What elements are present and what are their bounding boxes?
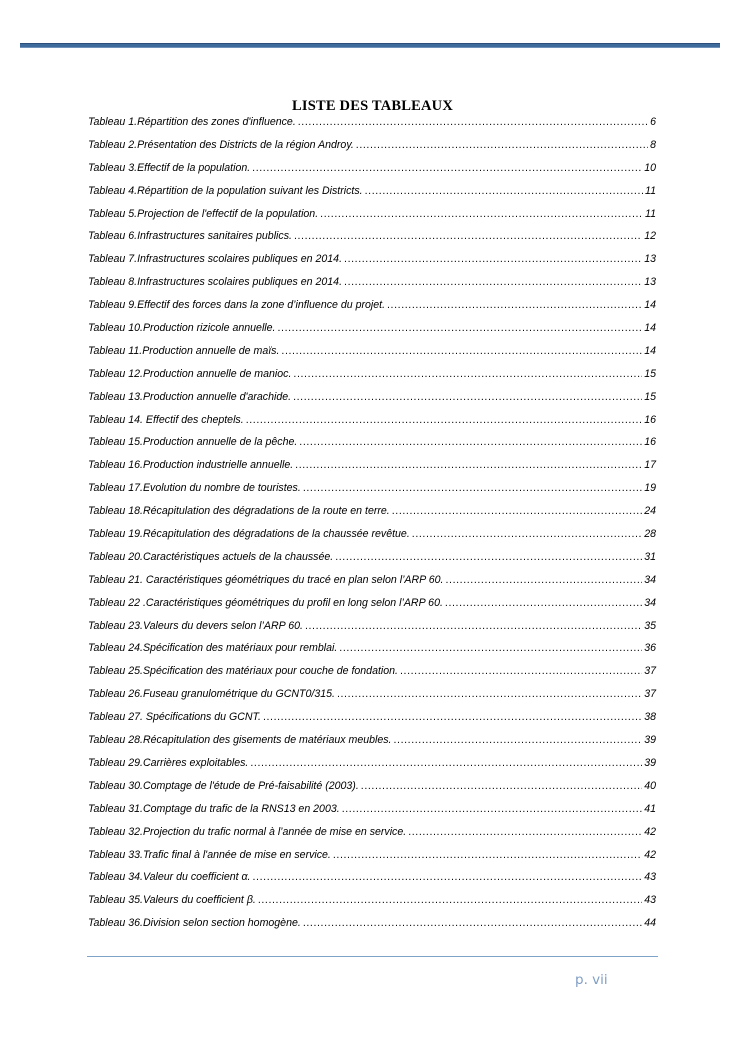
toc-entry-page: 37 — [644, 688, 656, 701]
toc-entry-page: 41 — [644, 802, 656, 815]
dot-leader — [320, 206, 643, 222]
toc-entry[interactable] — [88, 892, 656, 915]
toc-entry[interactable] — [88, 228, 656, 251]
dot-leader — [342, 801, 643, 817]
toc-entry-page: 14 — [644, 299, 656, 312]
dot-leader — [445, 595, 642, 611]
toc-entry-label: Tableau 4.Répartition de la population suivant les Districts. — [88, 184, 363, 197]
page-number: p. vii — [575, 972, 608, 988]
toc-entry-page: 14 — [644, 344, 656, 357]
dot-leader — [252, 160, 642, 176]
toc-entry-label: Tableau 23.Valeurs du devers selon l’ARP 60. — [88, 619, 303, 632]
toc-entry-page: 31 — [644, 550, 656, 563]
toc-entry-page: 14 — [644, 322, 656, 335]
toc-entry[interactable] — [88, 618, 656, 641]
toc-entry-label: Tableau 34.Valeur du coefficient α. — [88, 871, 251, 884]
toc-entry-label: Tableau 2.Présentation des Districts de la région Androy. — [88, 138, 354, 151]
dot-leader — [393, 732, 642, 748]
toc-entry-label: Tableau 25.Spécification des matériaux pour couche de fondation. — [88, 665, 398, 678]
toc-entry[interactable] — [88, 457, 656, 480]
dot-leader — [293, 389, 642, 405]
dot-leader — [295, 457, 642, 473]
dot-leader — [294, 228, 642, 244]
toc-entry-page: 28 — [644, 528, 656, 541]
toc-entry-page: 17 — [644, 459, 656, 472]
dot-leader — [339, 640, 642, 656]
dot-leader — [263, 709, 642, 725]
toc-entry-label: Tableau 15.Production annuelle de la pêche. — [88, 436, 298, 449]
toc-entry-page: 42 — [644, 848, 656, 861]
toc-entry-label: Tableau 12.Production annuelle de manioc. — [88, 367, 292, 380]
toc-entry[interactable] — [88, 412, 656, 435]
toc-entry[interactable] — [88, 869, 656, 892]
toc-entry-label: Tableau 11.Production annuelle de maïs. — [88, 344, 280, 357]
toc-entry[interactable] — [88, 183, 656, 206]
toc-entry-page: 34 — [644, 596, 656, 609]
toc-entry[interactable] — [88, 755, 656, 778]
toc-entry-page: 13 — [644, 253, 656, 266]
dot-leader — [277, 320, 642, 336]
toc-entry[interactable] — [88, 915, 656, 938]
toc-entry[interactable] — [88, 206, 656, 229]
toc-entry[interactable] — [88, 572, 656, 595]
toc-entry-page: 39 — [644, 734, 656, 747]
dot-leader — [281, 343, 642, 359]
dot-leader — [387, 297, 642, 313]
toc-entry-label: Tableau 28.Récapitulation des gisements de matériaux meubles. — [88, 734, 392, 747]
dot-leader — [400, 663, 642, 679]
toc-entry-label: Tableau 14. Effectif des cheptels. — [88, 413, 244, 426]
toc-entry[interactable] — [88, 549, 656, 572]
toc-entry-page: 16 — [644, 413, 656, 426]
dot-leader — [305, 618, 642, 634]
toc-entry-label: Tableau 13.Production annuelle d'arachide. — [88, 390, 292, 403]
dot-leader — [446, 572, 643, 588]
toc-entry[interactable] — [88, 663, 656, 686]
dot-leader — [337, 686, 642, 702]
toc-entry[interactable] — [88, 274, 656, 297]
toc-entry[interactable] — [88, 297, 656, 320]
toc-entry[interactable] — [88, 251, 656, 274]
toc-entry-label: Tableau 26.Fuseau granulométrique du GCNT0/315. — [88, 688, 335, 701]
toc-entry-label: Tableau 21. Caractéristiques géométriques du tracé en plan selon l’ARP 60. — [88, 573, 444, 586]
toc-entry-label: Tableau 30.Comptage de l'étude de Pré-faisabilité (2003). — [88, 779, 359, 792]
toc-entry[interactable] — [88, 366, 656, 389]
toc-entry-label: Tableau 10.Production rizicole annuelle. — [88, 322, 276, 335]
toc-entry-label: Tableau 36.Division selon section homogène. — [88, 917, 301, 930]
toc-entry-label: Tableau 33.Trafic final à l'année de mise en service. — [88, 848, 331, 861]
toc-entry-label: Tableau 19.Récapitulation des dégradations de la chaussée revêtue. — [88, 528, 410, 541]
dot-leader — [344, 274, 642, 290]
toc-entry[interactable] — [88, 480, 656, 503]
toc-entry-page: 11 — [645, 184, 656, 197]
toc-entry-page: 38 — [644, 711, 656, 724]
toc-entry-label: Tableau 3.Effectif de la population. — [88, 161, 251, 174]
dot-leader — [365, 183, 643, 199]
table-list — [88, 114, 656, 938]
toc-entry-label: Tableau 20.Caractéristiques actuels de la chaussée. — [88, 550, 334, 563]
toc-entry-label: Tableau 1.Répartition des zones d'influence. — [88, 116, 296, 128]
toc-entry-page: 15 — [644, 367, 656, 380]
toc-entry-page: 35 — [644, 619, 656, 632]
dot-leader — [356, 137, 648, 153]
toc-entry-page: 43 — [644, 871, 656, 884]
toc-entry-label: Tableau 27. Spécifications du GCNT. — [88, 711, 261, 724]
toc-entry[interactable] — [88, 732, 656, 755]
dot-leader — [412, 526, 642, 542]
toc-entry-page: 19 — [644, 482, 656, 495]
toc-entry-page: 16 — [644, 436, 656, 449]
toc-entry[interactable] — [88, 847, 656, 870]
toc-entry[interactable] — [88, 114, 656, 137]
toc-entry[interactable] — [88, 640, 656, 663]
dot-leader — [246, 412, 643, 428]
dot-leader — [335, 549, 642, 565]
toc-entry-label: Tableau 9.Effectif des forces dans la zone d’influence du projet. — [88, 299, 386, 312]
toc-entry[interactable] — [88, 801, 656, 824]
toc-entry-page: 42 — [644, 825, 656, 838]
page-title: LISTE DES TABLEAUX — [291, 97, 453, 114]
toc-entry[interactable] — [88, 686, 656, 709]
toc-entry[interactable] — [88, 389, 656, 412]
dot-leader — [303, 480, 642, 496]
toc-entry-label: Tableau 17.Evolution du nombre de touristes. — [88, 482, 301, 495]
toc-entry[interactable] — [88, 343, 656, 366]
toc-entry-page: 10 — [644, 161, 656, 174]
toc-entry[interactable] — [88, 824, 656, 847]
dot-leader — [361, 778, 642, 794]
toc-entry-page: 39 — [644, 756, 656, 769]
header-rule — [20, 43, 720, 48]
toc-entry[interactable] — [88, 526, 656, 549]
toc-entry-page: 43 — [644, 894, 656, 907]
toc-entry-page: 24 — [644, 505, 656, 518]
toc-entry-label: Tableau 8.Infrastructures scolaires publiques en 2014. — [88, 276, 343, 289]
toc-entry-page: 36 — [644, 642, 656, 655]
dot-leader — [333, 847, 642, 863]
toc-entry-label: Tableau 31.Comptage du trafic de la RNS13 en 2003. — [88, 802, 340, 815]
toc-entry-page: 8 — [650, 138, 656, 151]
toc-entry-label: Tableau 6.Infrastructures sanitaires publics. — [88, 230, 292, 243]
dot-leader — [408, 824, 642, 840]
toc-entry[interactable] — [88, 160, 656, 183]
dot-leader — [258, 892, 642, 908]
toc-entry-label: Tableau 24.Spécification des matériaux pour remblai. — [88, 642, 338, 655]
toc-entry[interactable] — [88, 503, 656, 526]
dot-leader — [293, 366, 642, 382]
footer-rule — [87, 956, 658, 957]
toc-entry-page: 44 — [644, 917, 656, 930]
toc-entry-page: 40 — [644, 779, 656, 792]
toc-entry[interactable] — [88, 137, 656, 160]
dot-leader — [253, 869, 643, 885]
toc-entry[interactable] — [88, 778, 656, 801]
toc-entry-label: Tableau 22 .Caractéristiques géométriques du profil en long selon l’ARP 60. — [88, 596, 443, 609]
dot-leader — [299, 434, 642, 450]
toc-entry[interactable] — [88, 595, 656, 618]
dot-leader — [344, 251, 642, 267]
toc-entry-label: Tableau 35.Valeurs du coefficient β. — [88, 894, 256, 907]
toc-entry-label: Tableau 29.Carrières exploitables. — [88, 756, 249, 769]
toc-entry-label: Tableau 32.Projection du trafic normal à l’année de mise en service. — [88, 825, 407, 838]
toc-entry-page: 34 — [644, 573, 656, 586]
toc-entry-page: 11 — [645, 207, 656, 220]
toc-entry-page: 13 — [644, 276, 656, 289]
toc-entry-page: 37 — [644, 665, 656, 678]
dot-leader — [298, 114, 648, 130]
toc-entry-page: 6 — [650, 116, 656, 128]
toc-entry-label: Tableau 16.Production industrielle annuelle. — [88, 459, 294, 472]
toc-entry-page: 15 — [644, 390, 656, 403]
toc-entry[interactable] — [88, 709, 656, 732]
toc-entry[interactable] — [88, 320, 656, 343]
toc-entry-label: Tableau 7.Infrastructures scolaires publiques en 2014. — [88, 253, 343, 266]
dot-leader — [392, 503, 642, 519]
toc-entry-page: 12 — [644, 230, 656, 243]
toc-entry-label: Tableau 5.Projection de l'effectif de la population. — [88, 207, 319, 220]
dot-leader — [250, 755, 642, 771]
dot-leader — [303, 915, 642, 931]
toc-entry-label: Tableau 18.Récapitulation des dégradations de la route en terre. — [88, 505, 390, 518]
toc-entry[interactable] — [88, 434, 656, 457]
